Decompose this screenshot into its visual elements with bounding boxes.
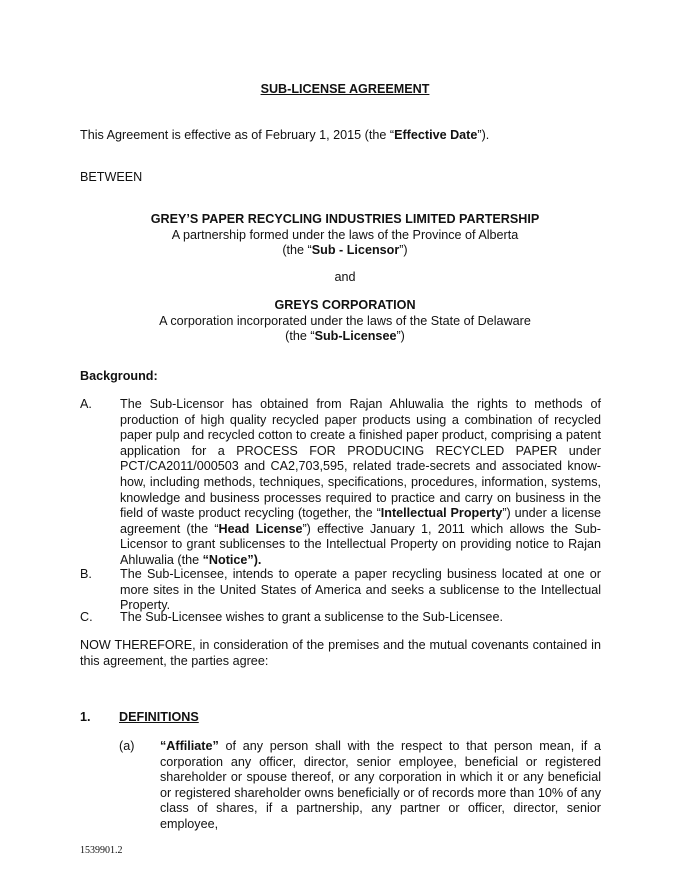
section-1-heading: DEFINITIONS bbox=[119, 710, 199, 724]
document-number-footer: 1539901.2 bbox=[80, 845, 123, 856]
effective-date-line: This Agreement is effective as of February 1, 2015 (the “Effective Date”). bbox=[80, 128, 490, 142]
now-therefore-paragraph: NOW THEREFORE, in consideration of the premises and the mutual covenants contained in this agreement, the parties agree: bbox=[80, 638, 601, 668]
affiliate-term: “Affiliate” bbox=[160, 739, 219, 753]
licensor-block bbox=[0, 212, 690, 259]
recital-c-text: The Sub-Licensee wishes to grant a sublicense to the Sub-Licensee. bbox=[120, 610, 503, 624]
background-heading: Background: bbox=[80, 369, 158, 383]
licensor-name: GREY’S PAPER RECYCLING INDUSTRIES LIMITED PARTERSHIP bbox=[150, 212, 540, 226]
agreement-title: SUB-LICENSE AGREEMENT bbox=[260, 82, 430, 96]
recital-c-marker: C. bbox=[80, 610, 93, 624]
licensor-role: (the “Sub - Licensor”) bbox=[282, 243, 408, 258]
licensee-description: A corporation incorporated under the laws of the State of Delaware bbox=[159, 313, 531, 328]
and-connector: and bbox=[334, 270, 356, 284]
effective-date-term: Effective Date bbox=[394, 128, 478, 142]
recital-b-marker: B. bbox=[80, 567, 92, 581]
licensee-name: GREYS CORPORATION bbox=[274, 298, 416, 312]
recital-b-text: The Sub-Licensee, intends to operate a paper recycling business located at one or more sites in the United States of America and seeks a sublicense to the Intellectual Property. bbox=[120, 567, 601, 613]
section-1-number: 1. bbox=[80, 710, 91, 724]
recital-a-marker: A. bbox=[80, 397, 92, 411]
between-label: BETWEEN bbox=[80, 170, 143, 184]
recital-a-text: The Sub-Licensor has obtained from Rajan Ahluwalia the rights to methods of production of high quality recycled paper products using a combination of recycled paper pulp and recycled cotton to create a finished paper product, comprising a patent application for a PROCESS FOR PRODUCING RECYCLED PAPER under PCT/CA2011/000503 and CA2,703,595, related trade-secrets and associated know-how, including methods, techniques, specifications, procedures, information, systems, knowledge and business processes required to practice and carry on business in the field of waste product recycling (together, the “Intellectual Property”) under a license agreement (the “Head License”) effective January 1, 2011 which allows the Sub-Licensor to grant sublicenses to the Intellectual Property on providing notice to Rajan Ahluwalia (the “Notice”). bbox=[120, 397, 601, 567]
licensee-role: (the “Sub-Licensee”) bbox=[285, 329, 405, 344]
definition-a-text: “Affiliate” of any person shall with the respect to that person mean, if a corporation any officer, director, senior employee, beneficial or registered shareholder or spouse thereof, or any corporation in which it or any beneficial or registered shareholder owns beneficially or of records more than 10% of any class of shares, if a partnership, any partner or officer, director, senior employee, bbox=[160, 739, 601, 831]
licensee-block bbox=[0, 298, 690, 345]
definition-a-marker: (a) bbox=[119, 739, 135, 753]
licensor-description: A partnership formed under the laws of the Province of Alberta bbox=[171, 227, 519, 242]
